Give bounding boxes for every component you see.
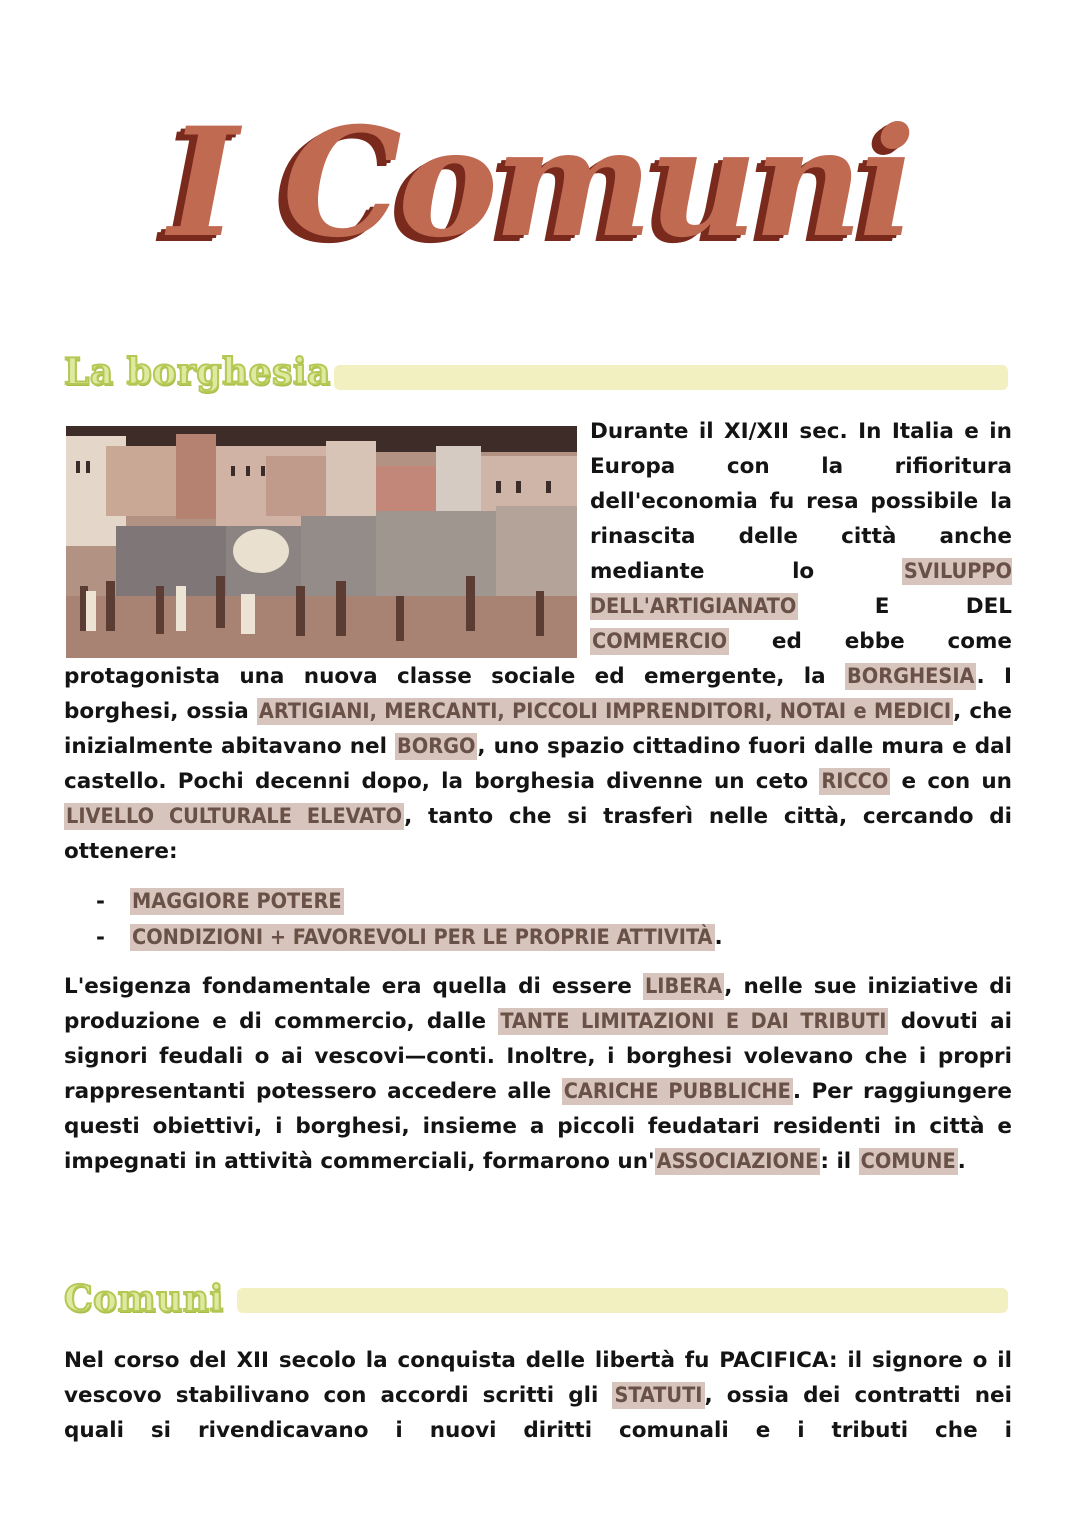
borghesia-paragraph-1 <box>64 659 1012 869</box>
text-run: , che inizialmente abitavano nel <box>64 699 1012 759</box>
highlight-term: CARICHE PUBBLICHE <box>563 1079 791 1104</box>
list-dash: - <box>96 925 105 950</box>
text-run: ed ebbe come <box>729 629 1012 654</box>
highlight-term: ASSOCIAZIONE <box>656 1149 819 1174</box>
text-run: Durante il XI/XII sec. In Italia e in Europa con la rifioritura dell'economia fu resa possibile la rinascita delle città anche mediante lo <box>590 419 1012 584</box>
intro-side-text <box>590 414 1012 659</box>
list-suffix: . <box>714 925 723 950</box>
list-dash: - <box>96 889 105 914</box>
highlight-term: LIBERA <box>644 974 723 999</box>
highlight-term: ARTIGIANI, MERCANTI, PICCOLI IMPRENDITORI, NOTAI e MEDICI <box>258 699 952 724</box>
highlight-term: BORGHESIA <box>847 664 975 689</box>
section-heading-borghesia <box>64 350 331 394</box>
heading-decor-bar <box>334 365 1008 390</box>
text-run: L'esigenza fondamentale era quella di essere <box>64 974 643 999</box>
highlight-term: LIVELLO CULTURALE ELEVATO <box>66 804 403 829</box>
text-run: protagonista una nuova classe sociale ed emergente, la <box>64 664 846 689</box>
highlight-term: BORGO <box>397 734 476 759</box>
highlight-term: RICCO <box>821 769 889 794</box>
highlight-term: MAGGIORE POTERE <box>132 889 342 914</box>
section-heading-comuni <box>64 1277 224 1321</box>
highlight-term: TANTE LIMITAZIONI E DAI TRIBUTI <box>500 1009 887 1034</box>
section-heading-label: Comuni <box>64 1278 224 1320</box>
list-item <box>96 884 723 920</box>
text-run: dovuti ai signori feudali o ai vescovi—conti. Inoltre, i borghesi volevano che i propri rappresentanti potessero accedere alle <box>64 1009 1012 1104</box>
highlight-term: SVILUPPO DELL'ARTIGIANATO <box>590 559 1012 619</box>
text-run: e con un <box>890 769 1012 794</box>
text-run: : il <box>820 1149 859 1174</box>
text-run: , tanto che si trasferì nelle città, cercando di ottenere: <box>64 804 1012 864</box>
text-run: E DEL <box>798 594 1012 619</box>
highlight-term: CONDIZIONI + FAVOREVOLI PER LE PROPRIE ATTIVITÀ <box>132 925 713 950</box>
painting-illustration <box>66 426 577 658</box>
text-run: , ossia dei contratti nei quali si rivendicavano i nuovi diritti comunali e i tributi che i <box>64 1383 1012 1443</box>
medieval-city-painting <box>66 426 577 658</box>
text-run: Nel corso del XII secolo la conquista delle libertà fu PACIFICA: il signore o il vescovo stabilivano con accordi scritti gli <box>64 1348 1012 1408</box>
highlight-term: COMUNE <box>860 1149 956 1174</box>
text-run: , nelle sue iniziative di produzione e di commercio, dalle <box>64 974 1012 1034</box>
page-title: I Comuni <box>168 95 912 271</box>
list-item <box>96 920 723 956</box>
text-run: . I borghesi, ossia <box>64 664 1012 724</box>
highlight-term: COMMERCIO <box>592 629 728 654</box>
highlight-term: STATUTI <box>614 1383 703 1408</box>
borghesia-paragraph-2 <box>64 969 1012 1179</box>
text-run: , uno spazio cittadino fuori dalle mura e dal castello. Pochi decenni dopo, la borghesia divenne un ceto <box>64 734 1012 794</box>
goals-list <box>96 884 723 956</box>
heading-decor-bar <box>237 1288 1008 1313</box>
section-heading-label: La borghesia <box>64 351 331 393</box>
comuni-paragraph-1 <box>64 1343 1012 1448</box>
text-run: . Per raggiungere questi obiettivi, i borghesi, insieme a piccoli feudatari residenti in città e impegnati in attività commerciali, formarono un' <box>64 1079 1012 1174</box>
text-run: . <box>957 1149 966 1174</box>
